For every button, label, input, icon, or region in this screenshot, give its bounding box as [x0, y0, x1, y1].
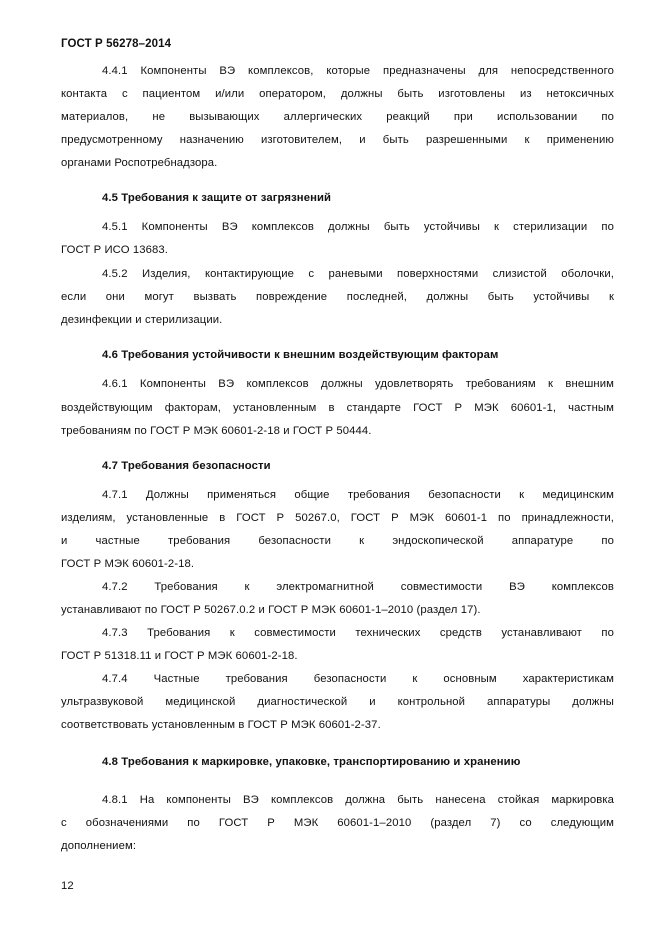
page-number: 12	[61, 880, 74, 892]
section-heading-4-8: 4.8 Требования к маркировке, упаковке, транспортированию и хранению	[102, 756, 521, 768]
text-line: материалов, не вызывающих аллергических реакций при использовании по	[61, 111, 614, 123]
text-line: если они могут вызвать повреждение последней, должны быть устойчивы к	[61, 291, 614, 303]
text-line: 4.8.1 На компоненты ВЭ комплексов должна быть нанесена стойкая маркировка	[102, 794, 614, 806]
text-line: требованиям по ГОСТ Р МЭК 60601-2-18 и ГОСТ Р 50444.	[61, 425, 372, 437]
text-line: контакта с пациентом и/или оператором, должны быть изготовлены из нетоксичных	[61, 88, 614, 100]
text-line: предусмотренному назначению изготовителем, и быть разрешенными к применению	[61, 134, 614, 146]
text-line: 4.7.3 Требования к совместимости технических средств устанавливают по	[102, 627, 614, 639]
text-line: ГОСТ Р МЭК 60601-2-18.	[61, 558, 195, 570]
text-line: 4.4.1 Компоненты ВЭ комплексов, которые предназначены для непосредственного	[102, 65, 614, 77]
text-line: 4.5.1 Компоненты ВЭ комплексов должны быть устойчивы к стерилизации по	[102, 221, 614, 233]
text-line: воздействующим факторам, установленным в стандарте ГОСТ Р МЭК 60601-1, частным	[61, 402, 614, 414]
text-line: 4.5.2 Изделия, контактирующие с раневыми поверхностями слизистой оболочки,	[102, 268, 614, 280]
text-line: соответствовать установленным в ГОСТ Р МЭК 60601-2-37.	[61, 719, 381, 731]
text-line: 4.7.2 Требования к электромагнитной совместимости ВЭ комплексов	[102, 581, 614, 593]
text-line: дезинфекции и стерилизации.	[61, 314, 223, 326]
text-line: изделиям, установленные в ГОСТ Р 50267.0, ГОСТ Р МЭК 60601-1 по принадлежности,	[61, 512, 614, 524]
text-line: 4.7.4 Частные требования безопасности к основным характеристикам	[102, 673, 614, 685]
section-heading-4-5: 4.5 Требования к защите от загрязнений	[102, 192, 332, 204]
section-heading-4-7: 4.7 Требования безопасности	[102, 460, 271, 472]
text-line: ГОСТ Р 51318.11 и ГОСТ Р МЭК 60601-2-18.	[61, 650, 298, 662]
text-line: органами Роспотребнадзора.	[61, 157, 218, 169]
text-line: 4.6.1 Компоненты ВЭ комплексов должны удовлетворять требованиям к внешним	[102, 378, 614, 390]
section-heading-4-6: 4.6 Требования устойчивости к внешним воздействующим факторам	[102, 349, 499, 361]
standard-header: ГОСТ Р 56278–2014	[61, 38, 172, 50]
text-line: с обозначениями по ГОСТ Р МЭК 60601-1–2010 (раздел 7) со следующим	[61, 817, 614, 829]
text-line: и частные требования безопасности к эндоскопической аппаратуре по	[61, 535, 614, 547]
text-line: ГОСТ Р ИСО 13683.	[61, 244, 168, 256]
text-line: устанавливают по ГОСТ Р 50267.0.2 и ГОСТ Р МЭК 60601-1–2010 (раздел 17).	[61, 604, 481, 616]
text-line: дополнением:	[61, 840, 137, 852]
text-line: 4.7.1 Должны применяться общие требования безопасности к медицинским	[102, 489, 614, 501]
text-line: ультразвуковой медицинской диагностической и контрольной аппаратуры должны	[61, 696, 614, 708]
